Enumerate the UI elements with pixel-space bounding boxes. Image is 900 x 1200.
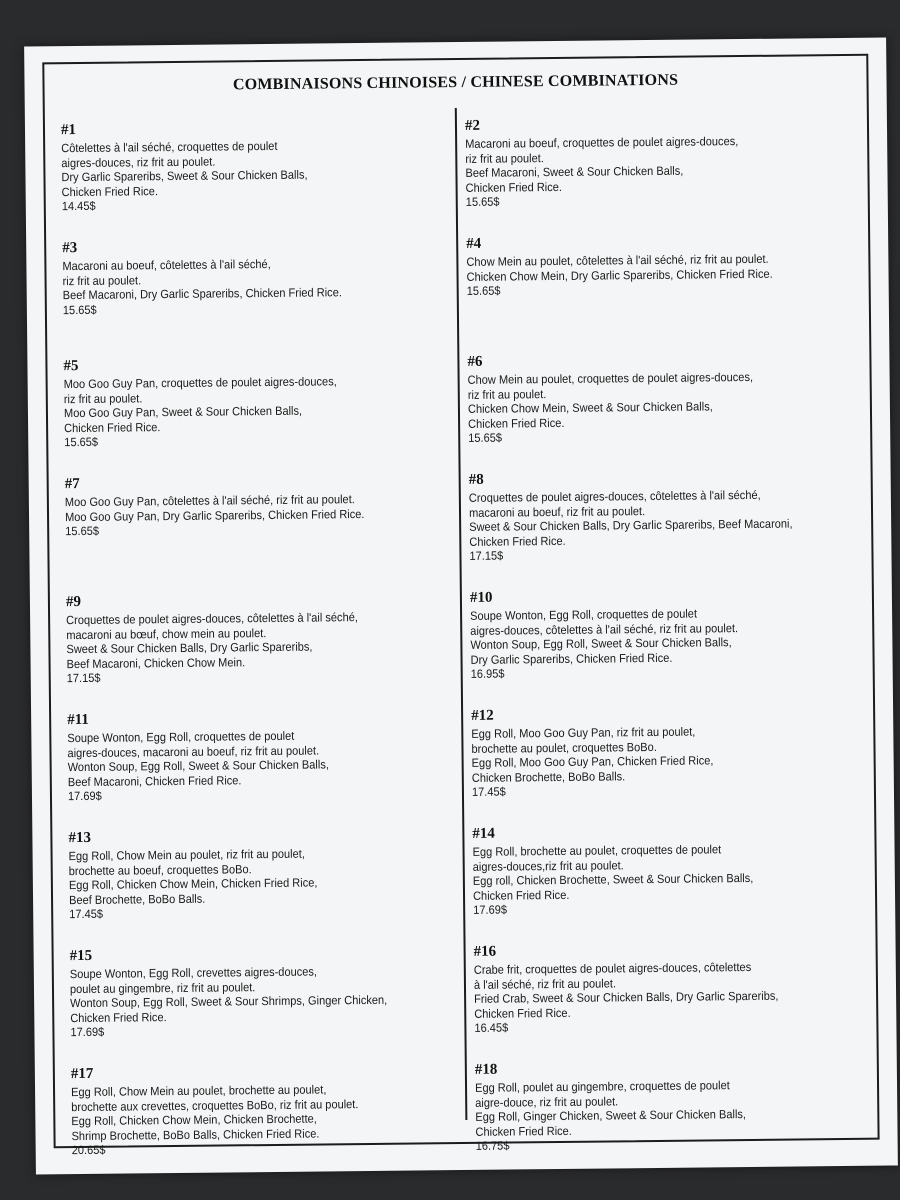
combo-price: 15.65$ [468,430,503,446]
combo-number: #14 [472,825,495,842]
combo-price: 15.65$ [465,194,500,210]
combo-description-line: Moo Goo Guy Pan, Sweet & Sour Chicken Balls, [63,403,303,421]
combo-description-line: Croquettes de poulet aigres-douces, côtelettes à l'ail séché, [66,610,358,628]
combo-price: 17.69$ [67,789,102,804]
combo-description-line: Beef Macaroni, Sweet & Sour Chicken Balls, [465,163,684,181]
combo-description-line: Croquettes de poulet aigres-douces, côtelettes à l'ail séché, [468,487,761,505]
combo-description-line: Chicken Fried Rice. [465,179,563,195]
combo-description-line: Chicken Fried Rice. [70,1009,167,1025]
menu-item [65,472,436,594]
combo-description-line: riz frit au poulet. [467,386,547,402]
menu-item [61,118,432,240]
menu-sheet [24,38,898,1175]
combo-number: #10 [469,589,493,606]
combo-price: 17.45$ [471,784,506,800]
combo-description-line: Chicken Fried Rice. [469,533,566,549]
combo-description-line: aigres-douces, macaroni au boeuf, riz frit au poulet. [67,743,320,760]
combo-number: #12 [471,707,494,724]
combo-number: #3 [62,239,78,257]
menu-title: COMBINAISONS CHINOISES / CHINESE COMBINATIONS [232,71,679,94]
combo-number: #7 [64,475,80,493]
menu-item [67,708,438,830]
combo-description-line: Beef Macaroni, Chicken Fried Rice. [67,773,242,789]
combo-description-line: Macaroni au boeuf, côtelettes à l'ail séché, [62,256,271,274]
combo-description-line: riz frit au poulet. [62,272,142,288]
combo-price: 15.65$ [64,435,99,450]
combo-description-line: Shrimp Brochette, BoBo Balls, Chicken Fried Rice. [71,1126,320,1143]
combo-description-line: Egg Roll, Chow Mein au poulet, brochette au poulet, [70,1082,327,1100]
combo-description-line: Dry Garlic Spareribs, Chicken Fried Rice. [470,650,673,667]
combo-description-line: Egg Roll, Moo Goo Guy Pan, riz frit au poulet, [471,724,696,741]
combo-description-line: brochette au poulet, croquettes BoBo. [471,739,657,756]
combo-number: #5 [63,357,79,375]
left-column [61,118,442,1184]
right-column [465,114,871,1180]
combo-description-line: Chicken Fried Rice. [472,887,570,903]
combo-price: 15.65$ [65,523,100,539]
menu-item [63,354,434,476]
combo-description-line: Soupe Wonton, Egg Roll, crevettes aigres-douces, [69,964,317,982]
menu-item [471,704,867,826]
combo-description-line: Chicken Fried Rice. [474,1005,571,1021]
combo-number: #13 [68,829,91,847]
combo-price: 17.69$ [70,1025,105,1040]
combo-price: 16.75$ [475,1138,510,1154]
combo-description-line: Moo Goo Guy Pan, côtelettes à l'ail séché, riz frit au poulet. [64,492,355,510]
menu-item [474,940,870,1062]
menu-item [472,822,868,944]
combo-description-line: brochette aux crevettes, croquettes BoBo, riz frit au poulet. [71,1096,359,1114]
combo-description-line: Chicken Fried Rice. [475,1123,572,1139]
combo-price: 17.69$ [473,902,508,918]
combo-number: #6 [467,353,483,370]
combo-description-line: Chicken Fried Rice. [61,183,159,199]
combo-description-line: aigres-douces,riz frit au poulet. [472,857,624,874]
combo-number: #2 [464,117,481,134]
combo-price: 15.65$ [62,302,97,317]
menu-item [62,236,433,358]
combo-price: 15.65$ [466,283,501,299]
combo-number: #4 [466,235,482,252]
combo-description-line: macaroni au boeuf, riz frit au poulet. [468,503,646,520]
combo-description-line: Beef Macaroni, Dry Garlic Spareribs, Chicken Fried Rice. [62,285,342,303]
combo-description-line: Egg Roll, Ginger Chicken, Sweet & Sour Chicken Balls, [475,1107,747,1125]
menu-border [42,54,879,1158]
menu-item [68,826,439,948]
combo-description-line: Chow Mein au poulet, côtelettes à l'ail séché, riz frit au poulet. [466,251,769,269]
combo-description-line: Wonton Soup, Egg Roll, Sweet & Sour Shrimps, Ginger Chicken, [70,992,388,1011]
combo-description-line: Chicken Chow Mein, Sweet & Sour Chicken Balls, [467,399,713,417]
combo-price: 20.65$ [71,1143,106,1158]
menu-item [71,1062,442,1184]
combo-description-line: Chicken Fried Rice. [468,415,565,431]
combo-description-line: poulet au gingembre, riz frit au poulet. [69,979,256,996]
combo-description-line: Macaroni au boeuf, croquettes de poulet aigres-douces, [465,134,739,151]
combo-description-line: aigre-douce, riz frit au poulet. [475,1093,619,1110]
combo-description-line: Wonton Soup, Egg Roll, Sweet & Sour Chicken Balls, [67,757,329,775]
menu-item [465,114,861,236]
menu-item [469,468,865,590]
combo-description-line: à l'ail séché, riz frit au poulet. [473,975,617,992]
combo-description-line: Egg Roll, brochette au poulet, croquettes de poulet [472,842,722,859]
combo-description-line: Moo Goo Guy Pan, croquettes de poulet aigres-douces, [63,374,337,392]
combo-number: #18 [474,1061,498,1078]
menu-item [467,350,863,472]
combo-description-line: Egg roll, Chicken Brochette, Sweet & Sour Chicken Balls, [472,871,754,889]
combo-description-line: riz frit au poulet. [465,150,544,166]
combo-description-line: Soupe Wonton, Egg Roll, croquettes de poulet [470,606,698,623]
combo-description-line: Chow Mein au poulet, croquettes de poulet aigres-douces, [467,369,754,387]
combo-description-line: Sweet & Sour Chicken Balls, Dry Garlic Spareribs, [66,639,313,657]
combo-description-line: Egg Roll, Moo Goo Guy Pan, Chicken Fried Rice, [471,753,714,771]
combo-description-line: brochette au boeuf, croquettes BoBo. [68,861,252,878]
menu-item [66,590,437,712]
combo-number: #16 [473,943,497,960]
combo-price: 16.45$ [474,1020,509,1036]
combo-description-line: Egg Roll, Chicken Chow Mein, Chicken Fried Rice, [68,875,318,893]
combo-description-line: Côtelettes à l'ail séché, croquettes de poulet [61,138,278,156]
menu-item [470,586,866,708]
combo-description-line: Egg Roll, Chicken Chow Mein, Chicken Brochette, [71,1111,317,1129]
combo-price: 16.95$ [470,666,505,682]
combo-description-line: macaroni au bœuf, chow mein au poulet. [66,625,267,642]
combo-description-line: Wonton Soup, Egg Roll, Sweet & Sour Chicken Balls, [470,635,732,653]
combo-description-line: Crabe frit, croquettes de poulet aigres-douces, côtelettes [473,959,752,977]
combo-description-line: Egg Roll, poulet au gingembre, croquettes de poulet [474,1078,730,1095]
menu-item [475,1058,871,1180]
combo-description-line: Chicken Brochette, BoBo Balls. [471,769,626,785]
combo-description-line: Soupe Wonton, Egg Roll, croquettes de poulet [67,728,295,746]
combo-description-line: Sweet & Sour Chicken Balls, Dry Garlic Spareribs, Beef Macaroni, [469,516,793,535]
combo-description-line: Moo Goo Guy Pan, Dry Garlic Spareribs, Chicken Fried Rice. [64,506,365,524]
combo-description-line: Chicken Chow Mein, Dry Garlic Spareribs, Chicken Fried Rice. [466,266,773,284]
combo-price: 17.45$ [69,907,104,922]
combo-description-line: Beef Brochette, BoBo Balls. [68,891,206,907]
combo-description-line: Fried Crab, Sweet & Sour Chicken Balls, Dry Garlic Spareribs, [474,988,779,1007]
menu-item [70,944,441,1066]
combo-price: 17.15$ [469,548,504,564]
combo-description-line: Dry Garlic Spareribs, Sweet & Sour Chicken Balls, [61,167,308,185]
menu-item [466,232,862,354]
combo-price: 17.15$ [66,671,101,686]
combo-number: #8 [468,471,484,488]
combo-description-line: Beef Macaroni, Chicken Chow Mein. [66,655,246,671]
combo-description-line: aigres-douces, riz frit au poulet. [61,154,216,170]
combo-description-line: riz frit au poulet. [63,390,143,406]
combo-number: #9 [65,593,82,611]
combo-number: #11 [67,711,89,729]
combo-price: 14.45$ [61,199,96,214]
combo-description-line: Egg Roll, Chow Mein au poulet, riz frit au poulet, [68,846,305,864]
combo-description-line: Chicken Fried Rice. [64,419,161,435]
combo-description-line: aigres-douces, côtelettes à l'ail séché, riz frit au poulet. [470,620,739,638]
combo-number: #17 [70,1065,94,1083]
combo-number: #15 [69,947,93,965]
combo-number: #1 [60,122,77,139]
